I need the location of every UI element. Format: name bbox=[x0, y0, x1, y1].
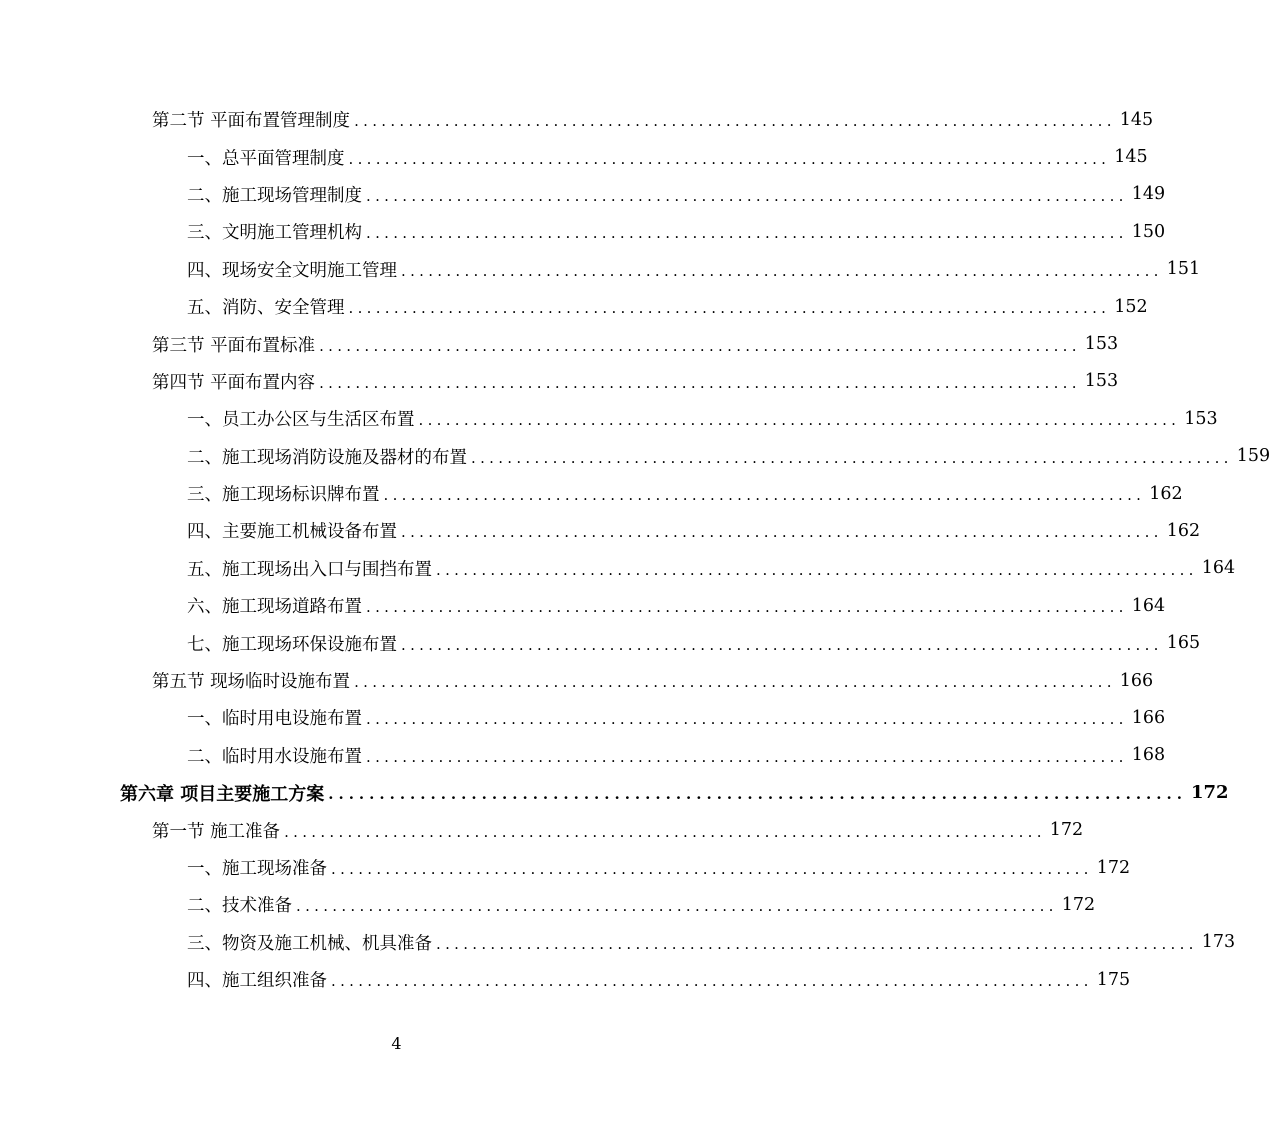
toc-entry-page: 168 bbox=[1131, 745, 1166, 766]
dot-leader: .................................................................................... bbox=[418, 411, 1181, 430]
toc-entry[interactable] bbox=[0, 251, 1201, 288]
toc-entry-label: 五、消防、安全管理 bbox=[187, 294, 349, 319]
dot-leader: .................................................................................... bbox=[296, 897, 1058, 916]
toc-entry-page: 173 bbox=[1201, 932, 1236, 953]
page-number: 4 bbox=[391, 1034, 402, 1053]
toc-entry-label: 第二节 平面布置管理制度 bbox=[152, 107, 354, 132]
toc-chapter-entry[interactable] bbox=[0, 774, 1229, 811]
toc-entry[interactable] bbox=[0, 550, 1236, 587]
toc-entry-page: 172 bbox=[1049, 820, 1084, 841]
toc-entry[interactable] bbox=[0, 363, 1119, 400]
toc-entry[interactable] bbox=[0, 400, 1218, 437]
dot-leader: .................................................................................... bbox=[354, 673, 1116, 692]
toc-entry-label: 二、施工现场消防设施及器材的布置 bbox=[187, 444, 471, 469]
toc-entry[interactable] bbox=[0, 512, 1201, 549]
dot-leader: .................................................................................... bbox=[319, 373, 1081, 392]
toc-entry-page: 175 bbox=[1096, 969, 1131, 990]
dot-leader: .................................................................................... bbox=[401, 261, 1163, 280]
toc-entry-label: 六、施工现场道路布置 bbox=[187, 593, 366, 618]
dot-leader: .................................................................................... bbox=[331, 860, 1093, 878]
toc-entry-label: 一、总平面管理制度 bbox=[187, 145, 349, 170]
toc-entry-page: 149 bbox=[1131, 184, 1166, 205]
toc-entry-label: 第五节 现场临时设施布置 bbox=[152, 668, 354, 693]
toc-entry-page: 164 bbox=[1201, 558, 1236, 579]
toc-entry-page: 151 bbox=[1166, 259, 1201, 280]
toc-entry-label: 二、临时用水设施布置 bbox=[187, 743, 366, 768]
dot-leader: .................................................................................... bbox=[319, 336, 1081, 355]
dot-leader: .................................................................................... bbox=[401, 635, 1163, 654]
toc-entry-page: 172 bbox=[1061, 894, 1096, 915]
toc-entry-page: 150 bbox=[1131, 221, 1166, 242]
toc-entry[interactable] bbox=[0, 924, 1236, 961]
toc-entry-label: 七、施工现场环保设施布置 bbox=[187, 631, 401, 656]
toc-entry-label: 二、技术准备 bbox=[187, 892, 296, 917]
toc-entry[interactable] bbox=[0, 475, 1183, 512]
dot-leader: .................................................................................... bbox=[436, 934, 1198, 953]
toc-entry-label: 二、施工现场管理制度 bbox=[187, 182, 366, 207]
toc-entry[interactable] bbox=[0, 101, 1154, 138]
toc-entry[interactable] bbox=[0, 811, 1084, 848]
toc-entry[interactable] bbox=[0, 886, 1096, 923]
toc-entry-page: 162 bbox=[1149, 483, 1183, 504]
toc-entry-label: 第三节 平面布置标准 bbox=[152, 332, 319, 357]
toc-entry-page: 172 bbox=[1096, 857, 1131, 878]
dot-leader: .................................................................................... bbox=[328, 785, 1187, 804]
toc-entry[interactable] bbox=[0, 587, 1166, 624]
dot-leader: .................................................................................... bbox=[471, 448, 1233, 467]
toc-entry-label: 五、施工现场出入口与围挡布置 bbox=[187, 556, 436, 581]
toc-entry[interactable] bbox=[0, 288, 1148, 325]
toc-entry-page: 145 bbox=[1119, 109, 1154, 130]
toc-entry-page: 159 bbox=[1236, 446, 1270, 467]
toc-entry-label: 三、物资及施工机械、机具准备 bbox=[187, 930, 436, 955]
table-of-contents bbox=[0, 101, 1270, 998]
toc-entry[interactable] bbox=[0, 699, 1166, 736]
toc-entry[interactable] bbox=[0, 662, 1154, 699]
toc-entry[interactable] bbox=[0, 849, 1131, 886]
dot-leader: .................................................................................... bbox=[348, 149, 1111, 168]
dot-leader: .................................................................................... bbox=[354, 112, 1116, 131]
dot-leader: .................................................................................... bbox=[366, 224, 1128, 243]
toc-entry-page: 153 bbox=[1084, 371, 1119, 392]
dot-leader: .................................................................................... bbox=[436, 560, 1198, 579]
toc-entry-label: 第四节 平面布置内容 bbox=[152, 369, 319, 394]
toc-entry-label: 三、施工现场标识牌布置 bbox=[187, 481, 384, 506]
toc-entry-label: 一、员工办公区与生活区布置 bbox=[187, 406, 419, 431]
toc-entry-page: 145 bbox=[1114, 147, 1148, 168]
toc-entry-label: 四、现场安全文明施工管理 bbox=[187, 257, 401, 282]
toc-entry-label: 第一节 施工准备 bbox=[152, 818, 284, 843]
toc-entry[interactable] bbox=[0, 624, 1201, 661]
toc-entry-page: 172 bbox=[1190, 782, 1229, 804]
toc-entry[interactable] bbox=[0, 213, 1166, 250]
toc-entry-page: 164 bbox=[1131, 595, 1166, 616]
toc-entry-page: 162 bbox=[1166, 520, 1201, 541]
toc-entry-page: 166 bbox=[1131, 707, 1166, 728]
dot-leader: .................................................................................... bbox=[331, 972, 1093, 991]
dot-leader: .................................................................................... bbox=[348, 299, 1111, 318]
toc-entry-label: 四、施工组织准备 bbox=[187, 967, 331, 992]
toc-entry-label: 一、临时用电设施布置 bbox=[187, 705, 366, 730]
dot-leader: .................................................................................... bbox=[284, 822, 1046, 841]
dot-leader: .................................................................................... bbox=[366, 747, 1128, 766]
toc-entry[interactable] bbox=[0, 325, 1119, 362]
toc-entry-page: 153 bbox=[1184, 408, 1218, 429]
toc-entry-page: 152 bbox=[1114, 296, 1148, 317]
toc-entry[interactable] bbox=[0, 138, 1148, 175]
dot-leader: .................................................................................... bbox=[366, 598, 1128, 617]
toc-entry-page: 166 bbox=[1119, 670, 1154, 691]
toc-entry[interactable] bbox=[0, 176, 1166, 213]
dot-leader: .................................................................................... bbox=[366, 186, 1128, 205]
dot-leader: .................................................................................... bbox=[366, 710, 1128, 729]
toc-entry[interactable] bbox=[0, 737, 1166, 774]
toc-entry-label: 四、主要施工机械设备布置 bbox=[187, 518, 401, 543]
toc-entry-page: 165 bbox=[1166, 633, 1201, 654]
toc-entry-page: 153 bbox=[1084, 334, 1119, 355]
toc-entry[interactable] bbox=[0, 438, 1270, 475]
toc-entry[interactable] bbox=[0, 961, 1131, 998]
toc-entry-label: 一、施工现场准备 bbox=[187, 855, 331, 880]
toc-entry-label: 第六章 项目主要施工方案 bbox=[120, 780, 328, 806]
dot-leader: .................................................................................... bbox=[401, 523, 1163, 542]
toc-entry-label: 三、文明施工管理机构 bbox=[187, 219, 366, 244]
dot-leader: .................................................................................... bbox=[383, 486, 1146, 505]
